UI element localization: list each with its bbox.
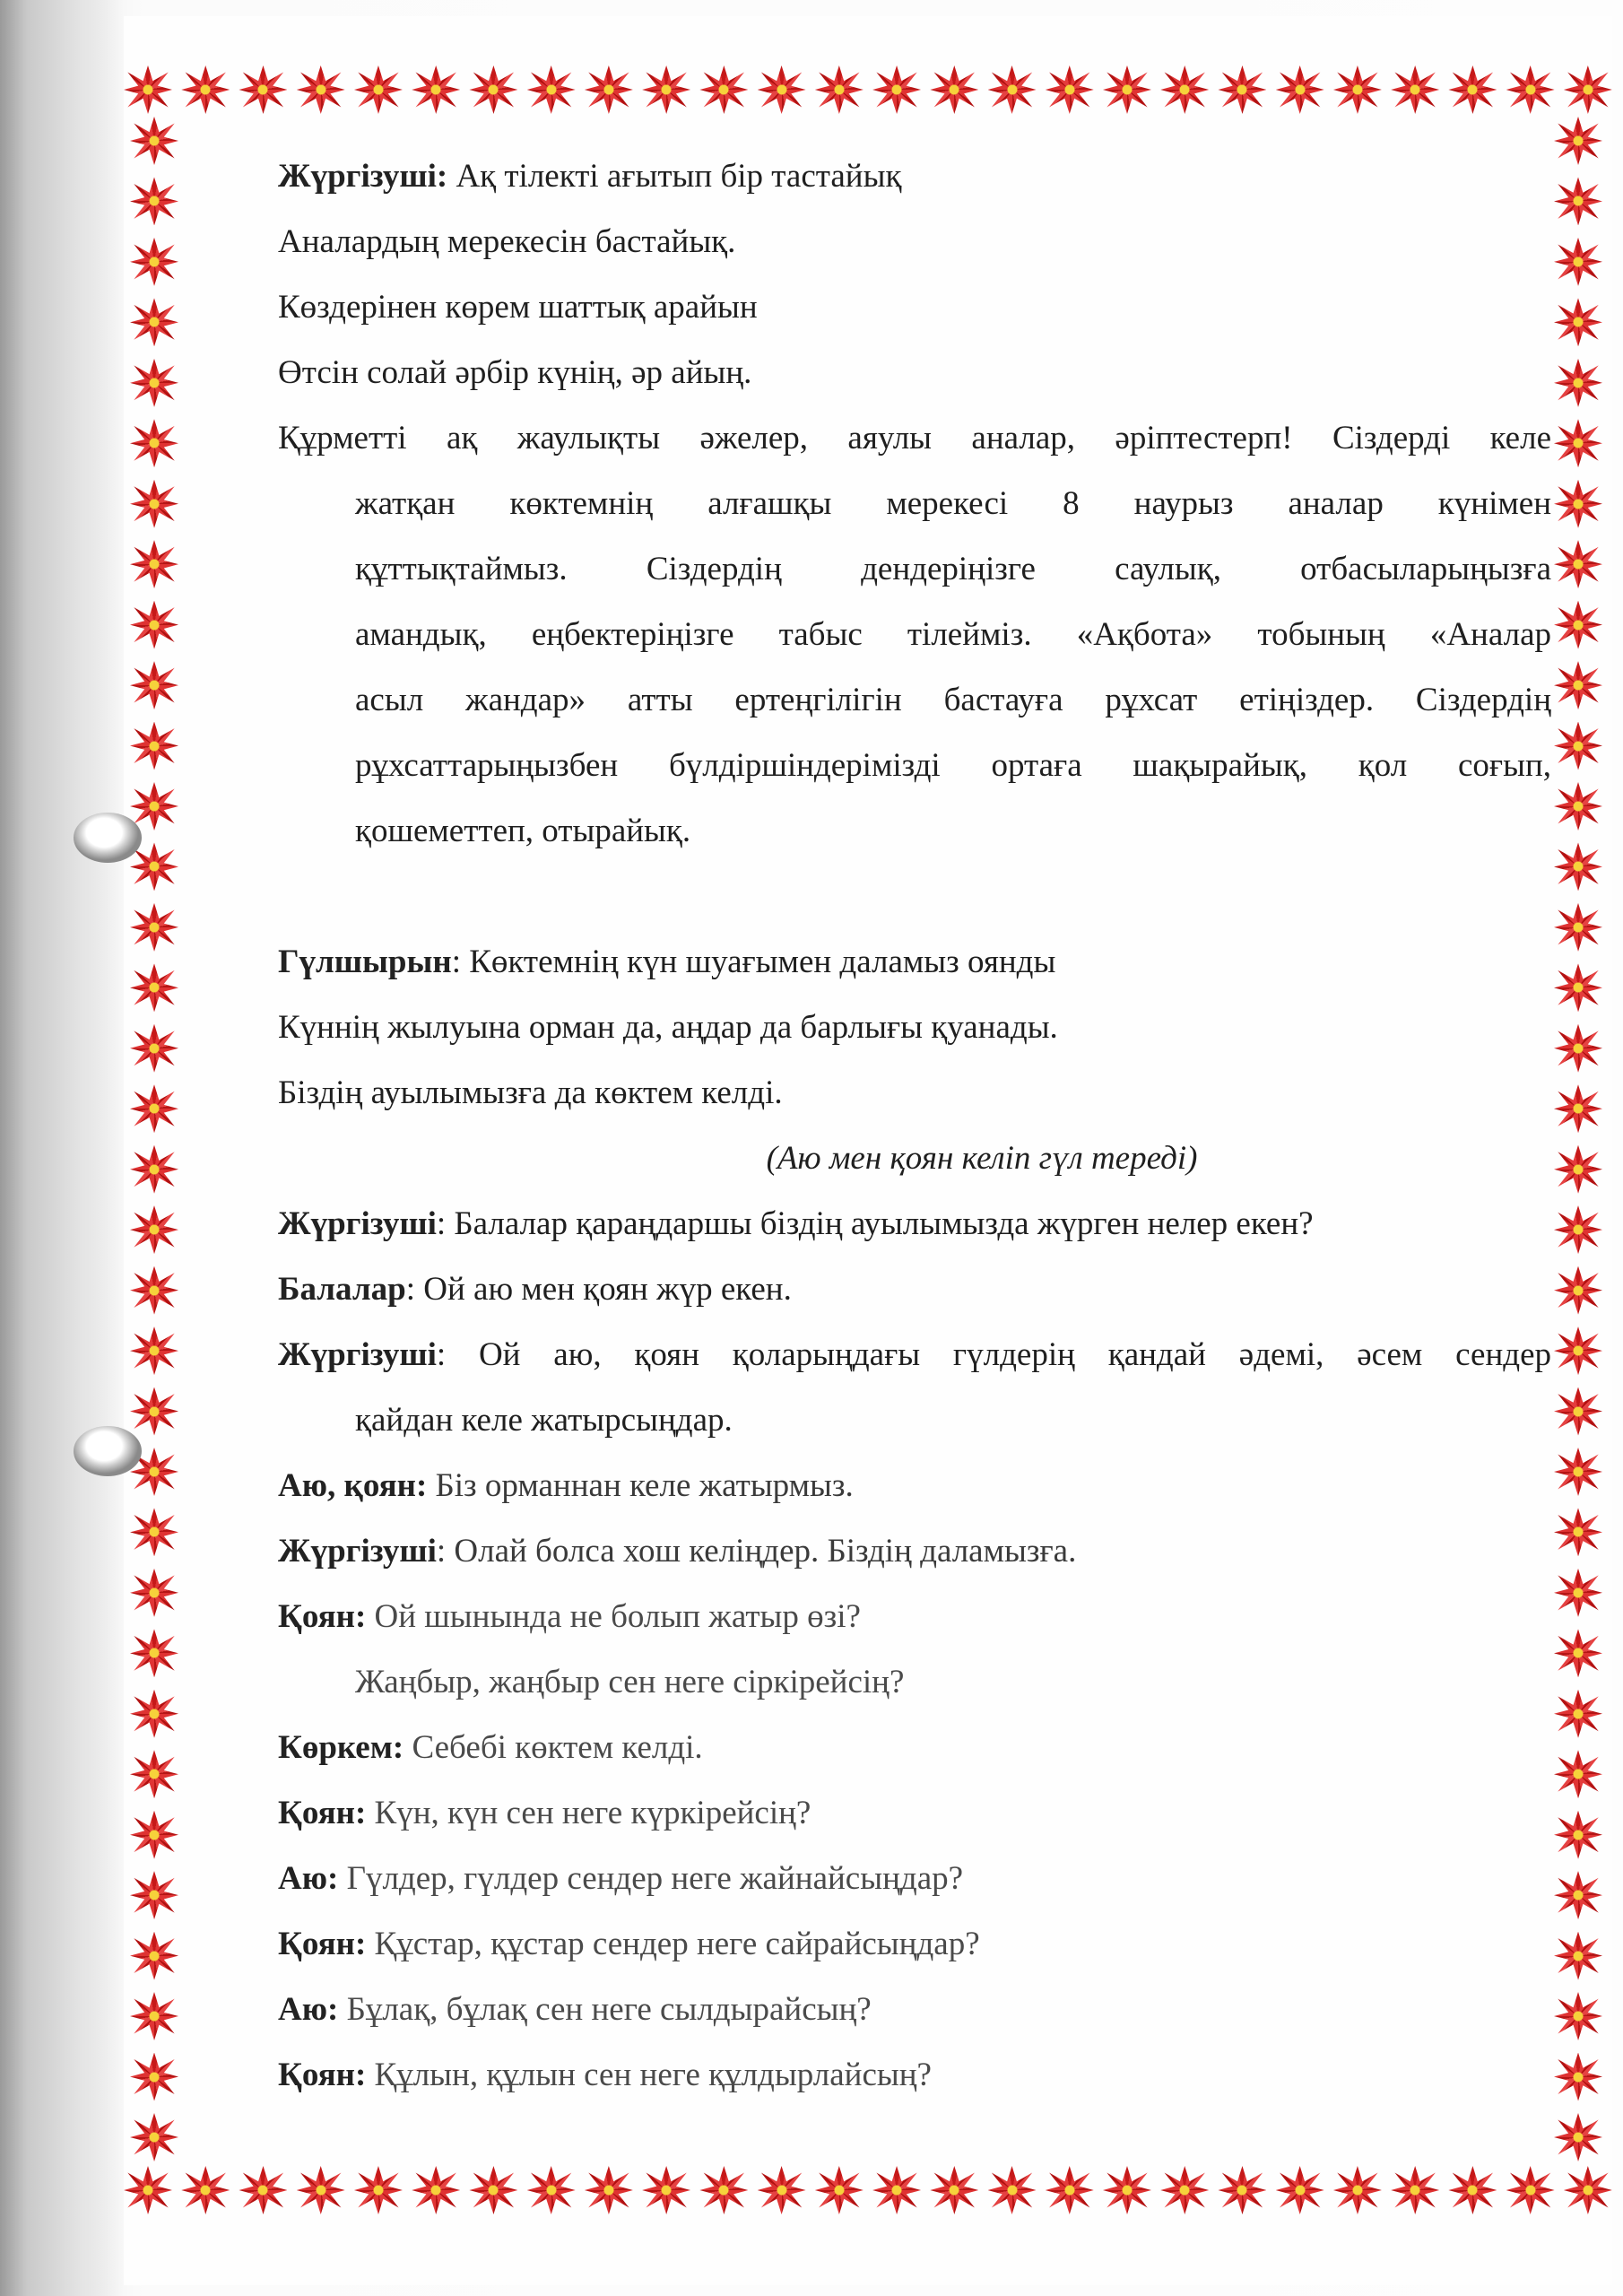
poinsettia-flower-icon bbox=[815, 2166, 864, 2214]
poinsettia-flower-icon bbox=[130, 1629, 178, 1677]
paragraph-first-line-text: Құрметті ақ жаулықты әжелер, аяулы аналар, әріптестерп! Сіздерді келе bbox=[278, 420, 1551, 457]
poinsettia-flower-icon bbox=[412, 65, 460, 114]
poinsettia-flower-icon bbox=[130, 1266, 178, 1315]
paragraph-line-text: рұхсаттарыңызбен бүлдіршіндерімізді ортаға шақырайық, қол соғып, bbox=[355, 747, 1551, 784]
speaker-label: Аю: bbox=[278, 1991, 339, 2028]
poinsettia-flower-icon bbox=[297, 65, 345, 114]
poinsettia-flower-icon bbox=[930, 65, 978, 114]
verse-line: Күннің жылуына орман да, аңдар да барлығы қуанады. bbox=[278, 1009, 1058, 1046]
poinsettia-flower-icon bbox=[1333, 2166, 1382, 2214]
poinsettia-flower-icon bbox=[1046, 65, 1094, 114]
poinsettia-flower-icon bbox=[130, 1145, 178, 1194]
speaker-label: Қоян: bbox=[278, 1926, 367, 1962]
poinsettia-flower-icon bbox=[239, 2166, 287, 2214]
poinsettia-flower-icon bbox=[758, 2166, 806, 2214]
poinsettia-flower-icon bbox=[872, 65, 921, 114]
verse-line bbox=[278, 929, 1551, 995]
poinsettia-flower-icon bbox=[1554, 1690, 1602, 1738]
poinsettia-flower-icon bbox=[130, 1811, 178, 1859]
dialogue-text: : Ой аю мен қоян жүр екен. bbox=[405, 1271, 792, 1308]
poinsettia-flower-icon bbox=[1103, 65, 1151, 114]
paragraph-line-text: жатқан көктемнің алғашқы мерекесі 8 наурыз аналар күнімен bbox=[355, 485, 1551, 522]
poinsettia-flower-icon bbox=[130, 419, 178, 467]
dialogue-text: Себебі көктем келді. bbox=[404, 1729, 703, 1766]
poinsettia-flower-icon bbox=[1554, 540, 1602, 588]
paragraph-line-text: амандық, еңбектеріңізге табыс тілейміз. «Ақбота» тобының «Аналар bbox=[355, 616, 1551, 653]
dialogue-line bbox=[278, 1780, 1551, 1846]
verse-line bbox=[278, 144, 1551, 209]
speaker-label: Аю, қоян: bbox=[278, 1467, 428, 1504]
poinsettia-flower-icon bbox=[815, 65, 864, 114]
paragraph-first-line bbox=[278, 405, 1551, 471]
poinsettia-flower-icon bbox=[585, 65, 633, 114]
poinsettia-flower-icon bbox=[930, 2166, 978, 2214]
speaker-label: Жүргізуші bbox=[278, 1533, 437, 1570]
poinsettia-flower-icon bbox=[130, 1508, 178, 1556]
dialogue-text: Гүлдер, гүлдер сендер неге жайнайсыңдар? bbox=[338, 1860, 964, 1897]
poinsettia-flower-icon bbox=[1554, 1992, 1602, 2040]
poinsettia-flower-icon bbox=[1554, 1569, 1602, 1617]
poinsettia-flower-icon bbox=[1554, 1084, 1602, 1133]
poinsettia-flower-icon bbox=[527, 65, 576, 114]
poinsettia-flower-icon bbox=[130, 1084, 178, 1133]
poinsettia-flower-icon bbox=[1391, 2166, 1439, 2214]
poinsettia-flower-icon bbox=[130, 903, 178, 952]
verse-line: Аналардың мерекесін бастайық. bbox=[278, 223, 736, 260]
dialogue-text: Біз орманнан келе жатырмыз. bbox=[427, 1467, 854, 1504]
dialogue-line bbox=[278, 1518, 1551, 1584]
poinsettia-flower-icon bbox=[130, 1326, 178, 1375]
poinsettia-flower-icon bbox=[130, 1024, 178, 1073]
poinsettia-flower-icon bbox=[699, 65, 748, 114]
dialogue-line bbox=[278, 1191, 1551, 1257]
poinsettia-flower-icon bbox=[239, 65, 287, 114]
speaker-label: Көркем: bbox=[278, 1729, 404, 1766]
dialogue-text: : Балалар қараңдаршы біздің ауылымызда жүрген нелер екен? bbox=[436, 1205, 1314, 1242]
poinsettia-flower-icon bbox=[1276, 2166, 1324, 2214]
dialogue-line bbox=[278, 1977, 1551, 2042]
poinsettia-flower-icon bbox=[1554, 963, 1602, 1012]
poinsettia-flower-icon bbox=[1506, 65, 1555, 114]
poinsettia-flower-icon bbox=[1554, 661, 1602, 709]
poinsettia-flower-icon bbox=[130, 661, 178, 709]
poinsettia-flower-icon bbox=[1554, 117, 1602, 165]
poinsettia-flower-icon bbox=[130, 1387, 178, 1436]
paragraph-line bbox=[278, 471, 1551, 536]
poinsettia-flower-icon bbox=[1564, 65, 1612, 114]
poinsettia-flower-icon bbox=[181, 65, 230, 114]
poinsettia-flower-icon bbox=[130, 2053, 178, 2101]
poinsettia-flower-icon bbox=[872, 2166, 921, 2214]
poinsettia-flower-icon bbox=[130, 601, 178, 649]
poinsettia-flower-icon bbox=[130, 117, 178, 165]
poinsettia-flower-icon bbox=[1160, 2166, 1209, 2214]
poinsettia-flower-icon bbox=[130, 2113, 178, 2161]
poinsettia-flower-icon bbox=[1554, 359, 1602, 407]
poinsettia-flower-icon bbox=[1554, 1871, 1602, 1919]
speaker-label: Аю: bbox=[278, 1860, 339, 1897]
poinsettia-flower-icon bbox=[1554, 1205, 1602, 1254]
decorative-border-left bbox=[126, 117, 183, 2161]
speaker-label: Жүргізуші: bbox=[278, 158, 448, 195]
poinsettia-flower-icon bbox=[642, 65, 690, 114]
poinsettia-flower-icon bbox=[642, 2166, 690, 2214]
poinsettia-flower-icon bbox=[1554, 419, 1602, 467]
poinsettia-flower-icon bbox=[130, 1750, 178, 1798]
dialogue-line bbox=[278, 2042, 1551, 2108]
verse-line: Көздерінен көрем шаттық арайын bbox=[278, 289, 758, 326]
paragraph-line bbox=[278, 602, 1551, 667]
dialogue-text: Күн, күн сен неге күркірейсің? bbox=[366, 1795, 812, 1831]
poinsettia-flower-icon bbox=[130, 1690, 178, 1738]
speaker-label: Балалар bbox=[278, 1271, 406, 1308]
speaker-label: Қоян: bbox=[278, 1795, 367, 1831]
poinsettia-flower-icon bbox=[758, 65, 806, 114]
poinsettia-flower-icon bbox=[354, 65, 403, 114]
poinsettia-flower-icon bbox=[1554, 238, 1602, 286]
poinsettia-flower-icon bbox=[1046, 2166, 1094, 2214]
poinsettia-flower-icon bbox=[181, 2166, 230, 2214]
poinsettia-flower-icon bbox=[130, 359, 178, 407]
poinsettia-flower-icon bbox=[130, 298, 178, 346]
decorative-border-top bbox=[124, 61, 1612, 118]
dialogue-list bbox=[278, 1191, 1551, 2108]
poinsettia-flower-icon bbox=[130, 540, 178, 588]
poinsettia-flower-icon bbox=[1554, 782, 1602, 831]
punch-hole-bottom bbox=[74, 1426, 142, 1476]
verse-text: : Көктемнің күн шуағымен даламыз оянды bbox=[451, 944, 1056, 980]
poinsettia-flower-icon bbox=[1554, 842, 1602, 891]
dialogue-line bbox=[278, 1846, 1551, 1911]
poinsettia-flower-icon bbox=[1554, 903, 1602, 952]
spacer bbox=[278, 864, 1551, 929]
paragraph-line-text: қошеметтеп, отырайық. bbox=[355, 813, 691, 849]
dialogue-text: : Ой аю, қоян қоларыңдағы гүлдерің қандай әдемі, әсем сендер bbox=[436, 1336, 1551, 1373]
dialogue-text: Құстар, құстар сендер неге сайрайсыңдар? bbox=[366, 1926, 980, 1962]
poinsettia-flower-icon bbox=[130, 1992, 178, 2040]
poinsettia-flower-icon bbox=[1564, 2166, 1612, 2214]
dialogue-text: Құлын, құлын сен неге құлдырлайсың? bbox=[366, 2057, 932, 2093]
poinsettia-flower-icon bbox=[130, 1569, 178, 1617]
poinsettia-flower-icon bbox=[1218, 2166, 1266, 2214]
poinsettia-flower-icon bbox=[130, 1205, 178, 1254]
dialogue-line bbox=[278, 1453, 1551, 1518]
speaker-label: Гүлшырын bbox=[278, 944, 452, 980]
poinsettia-flower-icon bbox=[1554, 1024, 1602, 1073]
poinsettia-flower-icon bbox=[412, 2166, 460, 2214]
document-body bbox=[278, 144, 1551, 2108]
verse-line: Өтсін солай әрбір күнің, әр айың. bbox=[278, 354, 752, 391]
poinsettia-flower-icon bbox=[1554, 1750, 1602, 1798]
poinsettia-flower-icon bbox=[1506, 2166, 1555, 2214]
poinsettia-flower-icon bbox=[124, 65, 172, 114]
poinsettia-flower-icon bbox=[1160, 65, 1209, 114]
poinsettia-flower-icon bbox=[1554, 1387, 1602, 1436]
poinsettia-flower-icon bbox=[1276, 65, 1324, 114]
speaker-label: Жүргізуші bbox=[278, 1205, 437, 1242]
poinsettia-flower-icon bbox=[1554, 1266, 1602, 1315]
speaker-label: Жүргізуші bbox=[278, 1336, 437, 1373]
greeting-paragraph bbox=[278, 405, 1551, 864]
poinsettia-flower-icon bbox=[354, 2166, 403, 2214]
dialogue-text: Бұлақ, бұлақ сен неге сылдырайсың? bbox=[338, 1991, 872, 2028]
poinsettia-flower-icon bbox=[1554, 1145, 1602, 1194]
paragraph-line bbox=[278, 667, 1551, 733]
poinsettia-flower-icon bbox=[469, 2166, 517, 2214]
poinsettia-flower-icon bbox=[1554, 298, 1602, 346]
decorative-border-bottom bbox=[124, 2161, 1612, 2219]
verse-text: Ақ тілекті ағытып бір тастайық bbox=[456, 158, 902, 195]
poinsettia-flower-icon bbox=[1554, 177, 1602, 225]
dialogue-text: Ой шынында не болып жатыр өзі? bbox=[366, 1598, 861, 1635]
poinsettia-flower-icon bbox=[124, 2166, 172, 2214]
dialogue-text: : Олай болса хош келіңдер. Біздің даламызға. bbox=[436, 1533, 1077, 1570]
punch-hole-top bbox=[74, 813, 142, 863]
verse-line: Біздің ауылымызға да көктем келді. bbox=[278, 1074, 783, 1111]
dialogue-line bbox=[278, 1387, 1551, 1453]
paragraph-line bbox=[278, 798, 1551, 864]
poinsettia-flower-icon bbox=[1554, 1326, 1602, 1375]
poinsettia-flower-icon bbox=[1333, 65, 1382, 114]
stage-direction: (Аю мен қоян келіп гүл тереді) bbox=[766, 1140, 1198, 1177]
poinsettia-flower-icon bbox=[1218, 65, 1266, 114]
dialogue-line bbox=[278, 1322, 1551, 1387]
poinsettia-flower-icon bbox=[297, 2166, 345, 2214]
dialogue-text: Жаңбыр, жаңбыр сен неге сіркірейсің? bbox=[355, 1664, 905, 1700]
poinsettia-flower-icon bbox=[1554, 1811, 1602, 1859]
dialogue-line bbox=[278, 1584, 1551, 1649]
poinsettia-flower-icon bbox=[130, 1932, 178, 1980]
poinsettia-flower-icon bbox=[1448, 2166, 1497, 2214]
poinsettia-flower-icon bbox=[130, 782, 178, 831]
poinsettia-flower-icon bbox=[1554, 1448, 1602, 1496]
poinsettia-flower-icon bbox=[130, 177, 178, 225]
speaker-label: Қоян: bbox=[278, 1598, 367, 1635]
paragraph-line bbox=[278, 536, 1551, 602]
speaker-label: Қоян: bbox=[278, 2057, 367, 2093]
poinsettia-flower-icon bbox=[1554, 1629, 1602, 1677]
poinsettia-flower-icon bbox=[1448, 65, 1497, 114]
poinsettia-flower-icon bbox=[1554, 2053, 1602, 2101]
poinsettia-flower-icon bbox=[585, 2166, 633, 2214]
poinsettia-flower-icon bbox=[1103, 2166, 1151, 2214]
poinsettia-flower-icon bbox=[1554, 601, 1602, 649]
dialogue-text: қайдан келе жатырсыңдар. bbox=[355, 1402, 733, 1439]
dialogue-line bbox=[278, 1715, 1551, 1780]
poinsettia-flower-icon bbox=[1554, 1508, 1602, 1556]
poinsettia-flower-icon bbox=[130, 963, 178, 1012]
poinsettia-flower-icon bbox=[130, 238, 178, 286]
paragraph-line bbox=[278, 733, 1551, 798]
poinsettia-flower-icon bbox=[1554, 1932, 1602, 1980]
poinsettia-flower-icon bbox=[1554, 722, 1602, 770]
poinsettia-flower-icon bbox=[1554, 2113, 1602, 2161]
scan-shadow-edge bbox=[0, 0, 124, 2296]
poinsettia-flower-icon bbox=[469, 65, 517, 114]
poinsettia-flower-icon bbox=[988, 2166, 1037, 2214]
poinsettia-flower-icon bbox=[130, 1871, 178, 1919]
dialogue-line bbox=[278, 1649, 1551, 1715]
poinsettia-flower-icon bbox=[699, 2166, 748, 2214]
dialogue-line bbox=[278, 1911, 1551, 1977]
poinsettia-flower-icon bbox=[130, 722, 178, 770]
dialogue-line bbox=[278, 1257, 1551, 1322]
paragraph-line-text: асыл жандар» атты ертеңгілігін бастауға рұхсат етіңіздер. Сіздердің bbox=[355, 682, 1551, 718]
poinsettia-flower-icon bbox=[1391, 65, 1439, 114]
poinsettia-flower-icon bbox=[527, 2166, 576, 2214]
poinsettia-flower-icon bbox=[988, 65, 1037, 114]
poinsettia-flower-icon bbox=[130, 480, 178, 528]
paragraph-line-text: құттықтаймыз. Сіздердің дендеріңізге саулық, отбасыларыңызға bbox=[355, 551, 1551, 587]
decorative-border-right bbox=[1549, 117, 1607, 2161]
poinsettia-flower-icon bbox=[1554, 480, 1602, 528]
